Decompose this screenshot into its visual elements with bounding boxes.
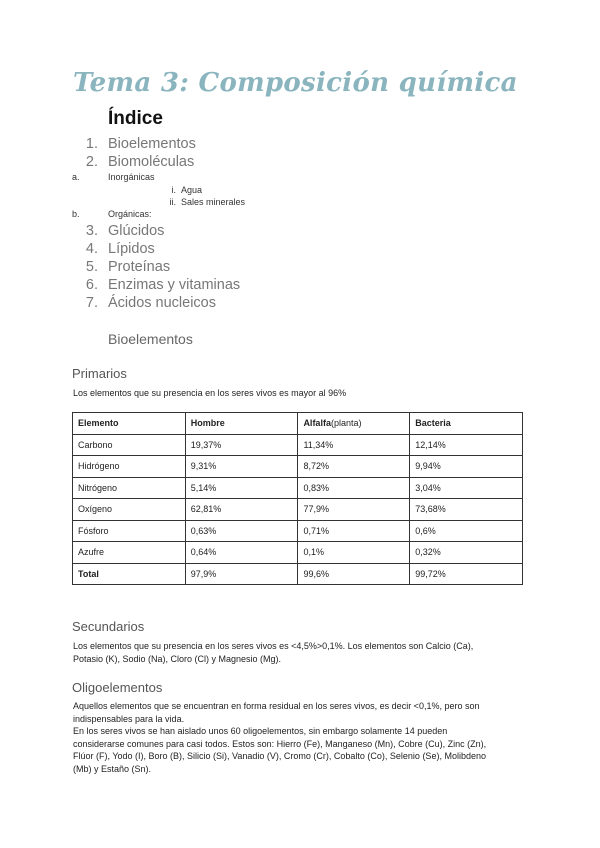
table-cell: 0,6% xyxy=(410,520,523,542)
table-cell: 3,04% xyxy=(410,477,523,499)
table-cell: Carbono xyxy=(73,434,186,456)
oligoelementos-text xyxy=(73,700,543,775)
table-row xyxy=(73,499,523,521)
composition-table xyxy=(72,412,523,585)
toc-item-enzimas[interactable]: Enzimas y vitaminas xyxy=(108,277,241,293)
table-cell: 73,68% xyxy=(410,499,523,521)
table-header-cell: Elemento xyxy=(73,413,186,435)
table-cell: Oxígeno xyxy=(73,499,186,521)
table-cell: 5,14% xyxy=(185,477,298,499)
toc-sub-item-organicas[interactable]: Orgánicas: xyxy=(108,209,152,219)
table-cell: 0,1% xyxy=(298,542,410,564)
text-line: considerarse comunes para casi todos. Estos son: Hierro (Fe), Manganeso (Mn), Cobre (Cu), Zinc (Zn), xyxy=(73,738,487,749)
toc-sublist xyxy=(0,172,600,222)
table-header-label: Alfalfa xyxy=(303,418,331,429)
toc-number: 4. xyxy=(85,241,98,257)
toc-item-acidos-nucleicos[interactable]: Ácidos nucleicos xyxy=(108,295,216,311)
toc-sub-marker: a. xyxy=(72,172,80,182)
table-cell: Azufre xyxy=(73,542,186,564)
table-cell: 9,94% xyxy=(410,456,523,478)
table-header-cell: Bacteria xyxy=(410,413,523,435)
table-cell: 0,63% xyxy=(185,520,298,542)
table-header-row xyxy=(73,413,523,435)
toc-sub-item-sales-minerales[interactable]: Sales minerales xyxy=(181,197,246,207)
table-cell: 99,6% xyxy=(298,563,410,585)
table-cell: Fósforo xyxy=(73,520,186,542)
subsection-heading-primarios: Primarios xyxy=(72,366,127,381)
table-row xyxy=(73,477,523,499)
subsection-heading-secundarios: Secundarios xyxy=(72,619,145,634)
toc-sub-marker: b. xyxy=(72,209,80,219)
toc-sub-marker: i. xyxy=(171,185,176,195)
table-row xyxy=(73,456,523,478)
toc-item-glucidos[interactable]: Glúcidos xyxy=(108,223,165,239)
secundarios-text xyxy=(73,640,528,665)
table-cell: 9,31% xyxy=(185,456,298,478)
index-heading: Índice xyxy=(108,108,163,129)
text-line: Potasio (K), Sodio (Na), Cloro (Cl) y Magnesio (Mg). xyxy=(73,653,282,664)
table-cell: 19,37% xyxy=(185,434,298,456)
table-header-note: (planta) xyxy=(330,418,362,429)
table-cell: 8,72% xyxy=(298,456,410,478)
table-row xyxy=(73,434,523,456)
table-cell: 0,64% xyxy=(185,542,298,564)
toc-item-bioelementos[interactable]: Bioelementos xyxy=(108,136,196,152)
table-cell: 62,81% xyxy=(185,499,298,521)
toc-list-top xyxy=(0,136,600,176)
text-line: En los seres vivos se han aislado unos 60 oligoelementos, sin embargo solamente 14 pueden xyxy=(73,726,448,736)
toc-item-proteinas[interactable]: Proteínas xyxy=(108,259,171,275)
table-cell: Hidrógeno xyxy=(73,456,186,478)
table-cell: 12,14% xyxy=(410,434,523,456)
toc-number: 7. xyxy=(85,295,98,311)
table-header-cell: Hombre xyxy=(185,413,298,435)
table-cell: 11,34% xyxy=(298,434,410,456)
primarios-text: Los elementos que su presencia en los seres vivos es mayor al 96% xyxy=(73,388,347,398)
table-cell: 97,9% xyxy=(185,563,298,585)
toc-number: 3. xyxy=(85,223,98,239)
toc-number: 1. xyxy=(85,136,98,152)
toc-number: 5. xyxy=(85,259,98,275)
toc-list-bottom xyxy=(0,223,600,318)
text-line: Aquellos elementos que se encuentran en forma residual en los seres vivos, es decir <0,1%, pero son xyxy=(73,701,480,711)
toc-number: 6. xyxy=(85,277,98,293)
toc-item-biomoleculas[interactable]: Biomoléculas xyxy=(108,154,195,170)
toc-item-lipidos[interactable]: Lípidos xyxy=(108,241,155,257)
table-cell: Total xyxy=(73,563,186,585)
table-row xyxy=(73,520,523,542)
text-line: Flúor (F), Yodo (I), Boro (B), Silicio (Si), Vanadio (V), Cromo (Cr), Cobalto (Co), Selenio (Se), Molibdeno xyxy=(73,751,486,761)
table-cell: 77,9% xyxy=(298,499,410,521)
toc-number: 2. xyxy=(85,154,98,170)
section-heading-bioelementos: Bioelementos xyxy=(108,331,193,347)
text-line: (Mb) y Estaño (Sn). xyxy=(73,763,152,774)
table-cell: 0,32% xyxy=(410,542,523,564)
toc-sub-item-agua[interactable]: Agua xyxy=(181,185,203,195)
page-title: Tema 3: Composición química xyxy=(73,68,518,98)
toc-sub-item-inorganicas[interactable]: Inorgánicas xyxy=(108,172,155,182)
table-cell: Nitrógeno xyxy=(73,477,186,499)
table-total-row xyxy=(73,563,523,585)
toc-sub-marker: ii. xyxy=(169,197,176,207)
table-cell: 0,83% xyxy=(298,477,410,499)
text-line: indispensables para la vida. xyxy=(73,713,185,724)
table-cell: 99,72% xyxy=(410,563,523,585)
subsection-heading-oligoelementos: Oligoelementos xyxy=(72,680,163,695)
table-row xyxy=(73,542,523,564)
table-cell: 0,71% xyxy=(298,520,410,542)
table-header-cell xyxy=(298,413,410,435)
text-line: Los elementos que su presencia en los seres vivos es <4,5%>0,1%. Los elementos son Calcio (Ca), xyxy=(73,641,474,651)
